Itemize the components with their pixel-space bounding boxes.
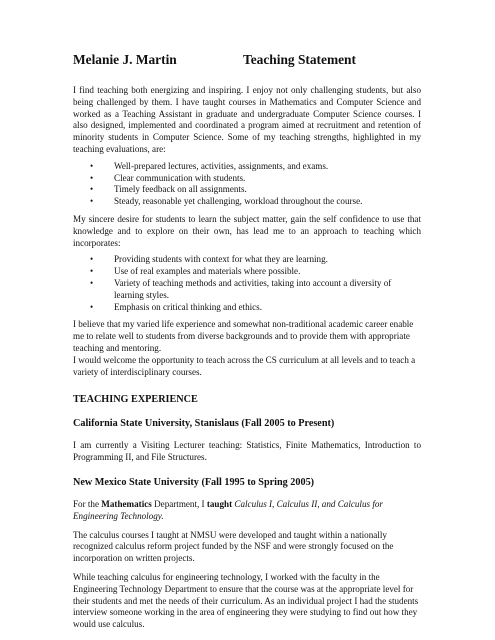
list-item: • Providing students with context for what they are learning. <box>90 254 328 265</box>
list-item: • Timely feedback on all assignments. <box>90 184 247 195</box>
bullet-icon: • <box>90 301 94 312</box>
bullet-icon: • <box>90 196 94 207</box>
desire-paragraph: My sincere desire for students to learn the subject matter, gain the self confidence to use that knowledge and to explore on their own, has lead me to an approach to teaching which incorporates: <box>73 213 421 248</box>
list-item: • Well-prepared lectures, activities, assignments, and exams. <box>90 160 329 171</box>
list-item: • Use of real examples and materials where possible. <box>90 266 301 277</box>
bullet-icon: • <box>90 266 94 277</box>
spacer <box>73 523 421 530</box>
approach-list <box>73 254 421 313</box>
document-title: Teaching Statement <box>243 52 356 67</box>
document-header <box>73 52 421 68</box>
bullet-icon: • <box>90 160 94 171</box>
nmsu-heading: New Mexico State University (Fall 1995 to Spring 2005) <box>73 476 315 488</box>
list-item: • Emphasis on critical thinking and ethics. <box>90 301 262 312</box>
author-name: Melanie J. Martin <box>73 52 177 67</box>
bullet-icon: • <box>90 172 94 183</box>
list-item: • Clear communication with students. <box>90 172 246 183</box>
experience-paragraph: I believe that my varied life experience and somewhat non-traditional academic career enable me to relate well to students from diverse backgrounds and to provide them with appropriate teaching and mentoring. <box>73 319 414 353</box>
nmsu-paragraph-2: The calculus courses I taught at NMSU were developed and taught within a nationally recognized calculus reform project funded by the NSF and were strongly focused on the incorporation on written projects. <box>73 529 394 564</box>
spacer <box>73 565 421 572</box>
csu-paragraph: I am currently a Visiting Lecturer teaching: Statistics, Finite Mathematics, Introduction to Programming II, and File Structures. <box>73 440 421 463</box>
list-item: • Variety of teaching methods and activities, taking into account a diversity of learning styles. <box>90 277 392 300</box>
nmsu-paragraph-1: For the Mathematics Department, I taught Calculus I, Calculus II, and Calculus for Engineering Technology. <box>73 498 383 521</box>
bullet-icon: • <box>90 254 94 265</box>
list-item: • Steady, reasonable yet challenging, workload throughout the course. <box>90 196 363 207</box>
csu-heading: California State University, Stanislaus (Fall 2005 to Present) <box>73 418 335 430</box>
nmsu-paragraph-3: While teaching calculus for engineering technology, I worked with the faculty in the Engineering Technology Department to ensure that the course was at the appropriate level for their students and met the needs of their curriculum. As an individual project I had the students interview someone working in the area of engineering they were studying to find out how they would use calculus. <box>73 571 419 630</box>
intro-paragraph: I find teaching both energizing and inspiring. I enjoy not only challenging students, but also being challenged by them. I have taught courses in Mathematics and Computer Science and worked as a Teaching Assistant in graduate and undergraduate Computer Science courses. I also designed, implemented and coordinated a program aimed at recruitment and retention of minority students in Computer Science. Some of my teaching strengths, highlighted in my teaching evaluations, are: <box>73 85 421 154</box>
bullet-icon: • <box>90 184 94 195</box>
section-heading: TEACHING EXPERIENCE <box>73 394 198 406</box>
bullet-icon: • <box>90 277 94 288</box>
strengths-list <box>73 161 421 208</box>
welcome-paragraph: I would welcome the opportunity to teach across the CS curriculum at all levels and to teach a variety of interdisciplinary courses. <box>73 354 416 377</box>
